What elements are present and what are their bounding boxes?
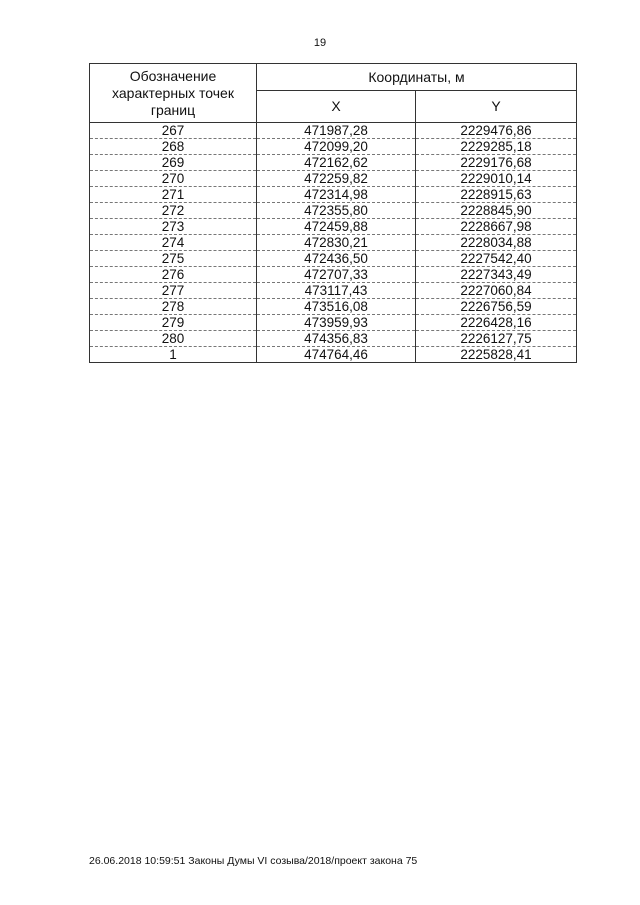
x-cell: 473959,93 [257, 315, 416, 331]
table-row [90, 267, 577, 283]
point-cell: 277 [90, 283, 257, 299]
point-cell: 275 [90, 251, 257, 267]
table-row [90, 203, 577, 219]
table-row [90, 155, 577, 171]
x-cell: 472707,33 [257, 267, 416, 283]
point-cell: 268 [90, 139, 257, 155]
y-cell: 2228667,98 [416, 219, 577, 235]
header-coordinates: Координаты, м [257, 64, 577, 91]
x-cell: 472099,20 [257, 139, 416, 155]
y-cell: 2228034,88 [416, 235, 577, 251]
table-row [90, 347, 577, 363]
x-cell: 473117,43 [257, 283, 416, 299]
y-cell: 2226428,16 [416, 315, 577, 331]
point-cell: 280 [90, 331, 257, 347]
y-cell: 2227060,84 [416, 283, 577, 299]
x-cell: 473516,08 [257, 299, 416, 315]
y-cell: 2229476,86 [416, 123, 577, 139]
x-cell: 472459,88 [257, 219, 416, 235]
x-cell: 472162,62 [257, 155, 416, 171]
point-cell: 1 [90, 347, 257, 363]
y-cell: 2228915,63 [416, 187, 577, 203]
y-cell: 2226756,59 [416, 299, 577, 315]
x-cell: 472314,98 [257, 187, 416, 203]
point-cell: 267 [90, 123, 257, 139]
x-cell: 472830,21 [257, 235, 416, 251]
point-cell: 269 [90, 155, 257, 171]
y-cell: 2226127,75 [416, 331, 577, 347]
header-y: Y [416, 91, 577, 123]
point-cell: 270 [90, 171, 257, 187]
point-cell: 279 [90, 315, 257, 331]
x-cell: 472259,82 [257, 171, 416, 187]
table-row [90, 299, 577, 315]
table-row [90, 139, 577, 155]
footer-stamp: 26.06.2018 10:59:51 Законы Думы VI созыва/2018/проект закона 75 [89, 855, 418, 867]
y-cell: 2227343,49 [416, 267, 577, 283]
y-cell: 2228845,90 [416, 203, 577, 219]
x-cell: 472436,50 [257, 251, 416, 267]
point-cell: 278 [90, 299, 257, 315]
table-row [90, 187, 577, 203]
table-header [90, 64, 577, 123]
table-row [90, 251, 577, 267]
table-row [90, 315, 577, 331]
point-cell: 276 [90, 267, 257, 283]
table-row [90, 123, 577, 139]
coordinates-table [89, 63, 577, 363]
table-row [90, 219, 577, 235]
x-cell: 474764,46 [257, 347, 416, 363]
y-cell: 2225828,41 [416, 347, 577, 363]
point-cell: 274 [90, 235, 257, 251]
point-cell: 273 [90, 219, 257, 235]
table-row [90, 171, 577, 187]
x-cell: 474356,83 [257, 331, 416, 347]
y-cell: 2229176,68 [416, 155, 577, 171]
page-number: 19 [313, 37, 327, 49]
table-row [90, 235, 577, 251]
y-cell: 2229285,18 [416, 139, 577, 155]
header-x: X [257, 91, 416, 123]
table-row [90, 283, 577, 299]
point-cell: 271 [90, 187, 257, 203]
x-cell: 471987,28 [257, 123, 416, 139]
point-cell: 272 [90, 203, 257, 219]
x-cell: 472355,80 [257, 203, 416, 219]
table-body [90, 123, 577, 363]
y-cell: 2229010,14 [416, 171, 577, 187]
y-cell: 2227542,40 [416, 251, 577, 267]
header-point-designation: Обозначение характерных точек границ [90, 64, 257, 123]
table-row [90, 331, 577, 347]
